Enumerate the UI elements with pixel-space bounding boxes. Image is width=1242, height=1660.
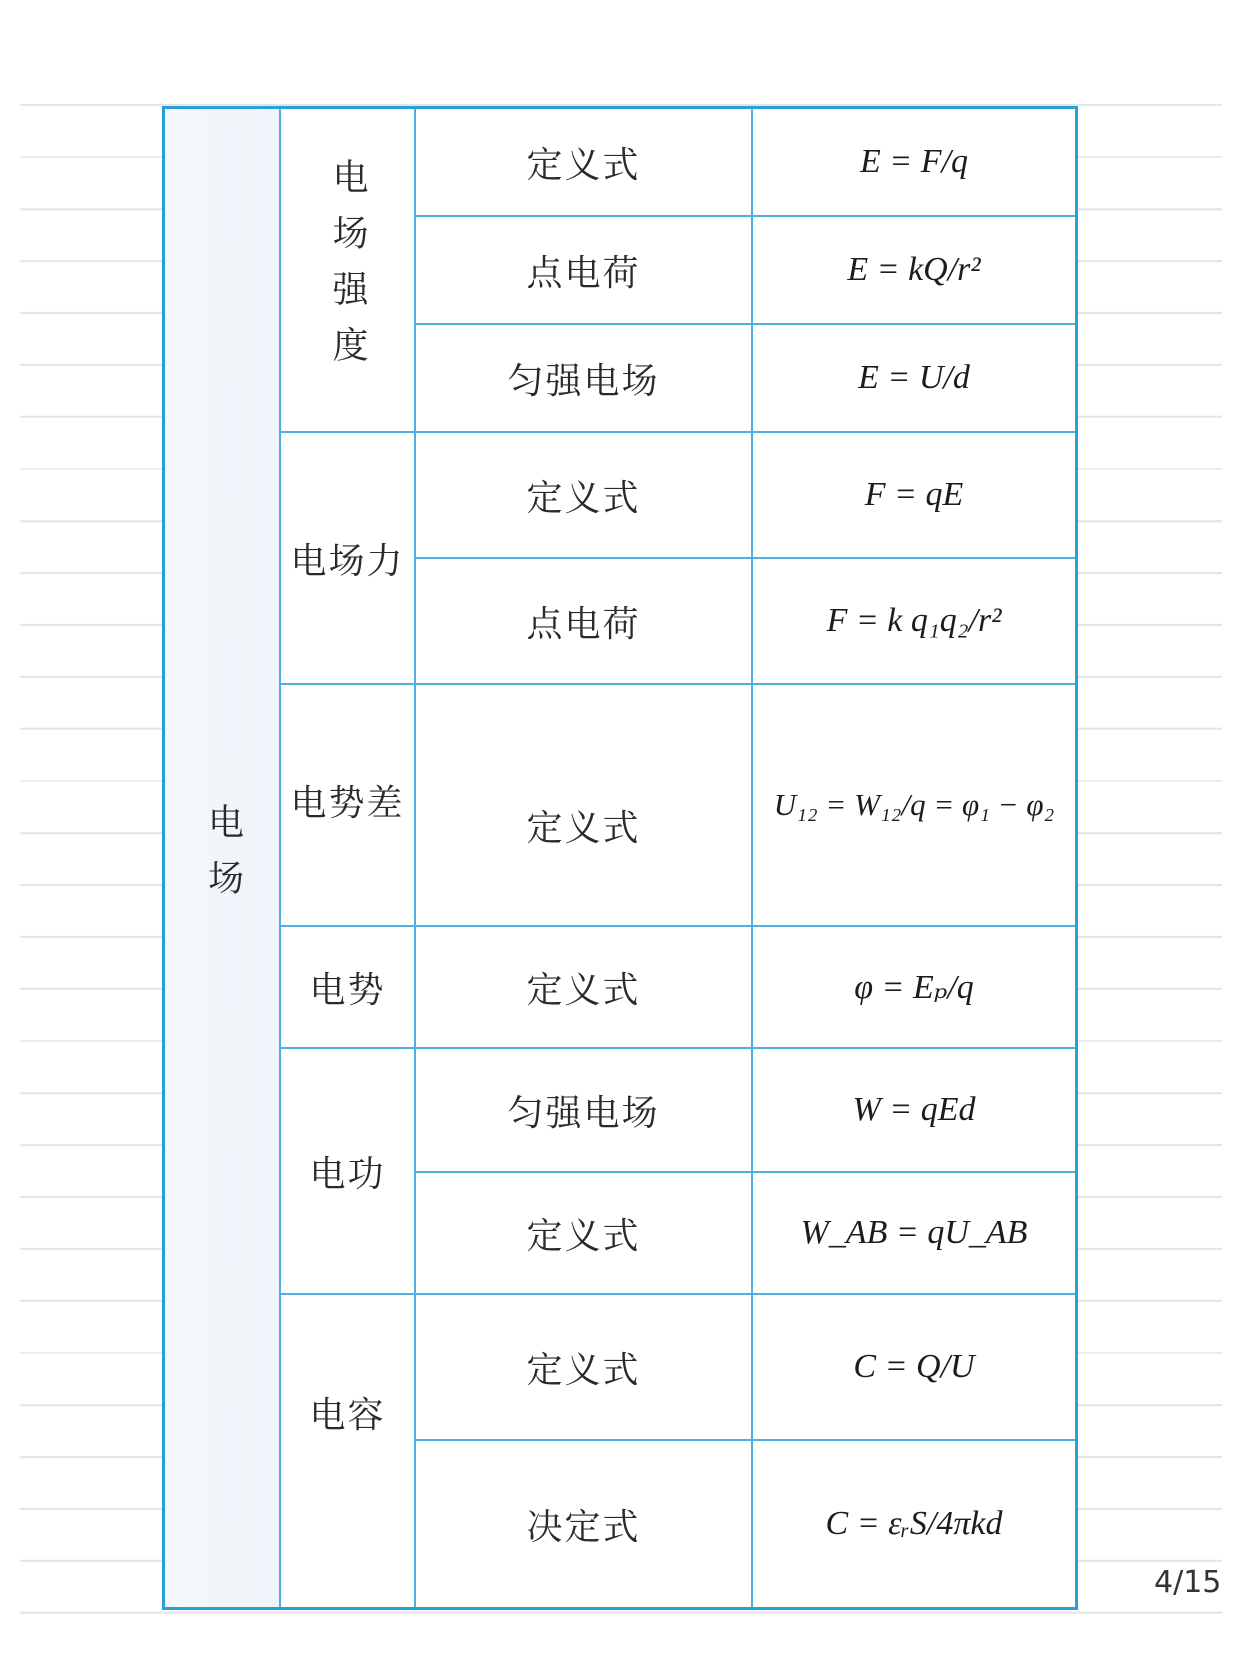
sub-label: 匀强电场 — [507, 360, 660, 402]
formula-table — [162, 106, 1078, 1610]
formula: W_AB = qU_AB — [800, 1214, 1028, 1251]
sub-label: 点电荷 — [526, 603, 641, 645]
group-label: 电场强度 — [327, 158, 368, 382]
sub-label: 点电荷 — [526, 252, 641, 294]
left-margin — [0, 0, 20, 1660]
sub-label: 定义式 — [526, 477, 641, 519]
sub-label: 定义式 — [526, 807, 641, 849]
formula: U₁₂ = W₁₂/q = φ₁ − φ₂ — [773, 787, 1055, 822]
sub-label: 定义式 — [526, 969, 641, 1011]
group-label: 电容 — [309, 1395, 386, 1436]
formula: E = F/q — [860, 143, 968, 180]
formula: C = Q/U — [853, 1348, 975, 1385]
sub-label: 定义式 — [526, 144, 641, 186]
sub-label: 定义式 — [526, 1215, 641, 1257]
group-label: 电功 — [309, 1153, 386, 1195]
formula: C = εᵣS/4πkd — [825, 1505, 1003, 1542]
sub-label: 决定式 — [526, 1506, 641, 1548]
sub-label: 匀强电场 — [507, 1092, 660, 1134]
category-label: 电场 — [202, 803, 244, 915]
right-margin — [1222, 0, 1242, 1660]
group-label: 电势 — [309, 969, 386, 1011]
formula: W = qEd — [852, 1091, 976, 1128]
formula: E = kQ/r² — [847, 251, 981, 288]
formula: E = U/d — [858, 359, 970, 396]
formula: F = qE — [864, 476, 964, 513]
group-label: 电势差 — [290, 783, 405, 824]
formula: F = k q₁q₂/r² — [826, 602, 1002, 639]
page-number: 4/15 — [1154, 1565, 1222, 1600]
top-margin — [0, 0, 1242, 104]
sub-label: 定义式 — [526, 1349, 641, 1391]
formula: φ = Eₚ/q — [854, 969, 974, 1006]
group-label: 电场力 — [290, 540, 405, 582]
